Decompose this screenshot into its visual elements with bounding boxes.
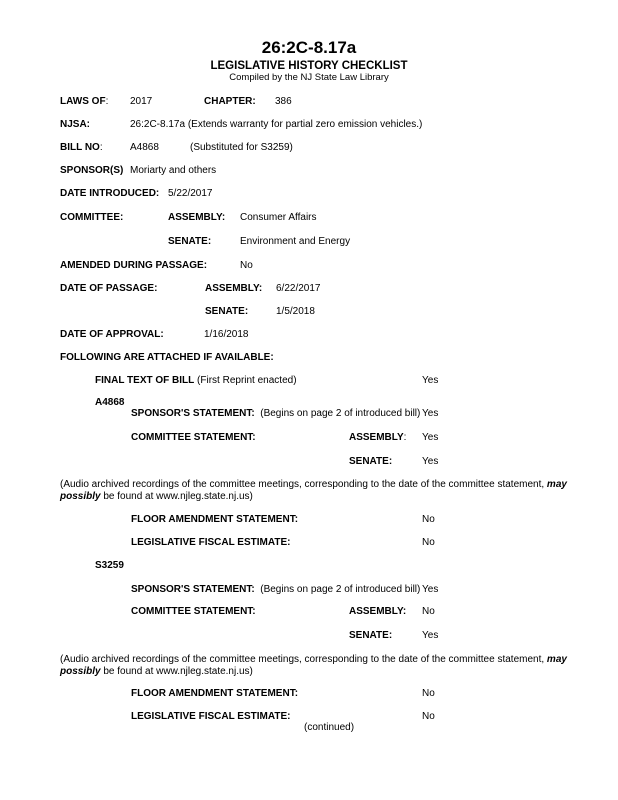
passage-senate-value: 1/5/2018 xyxy=(276,306,315,317)
approval-value: 1/16/2018 xyxy=(204,329,249,340)
njsa-label: NJSA: xyxy=(60,119,91,130)
a4868-heading: A4868 xyxy=(95,397,125,408)
a4868-fiscal-label: LEGISLATIVE FISCAL ESTIMATE: xyxy=(131,537,291,548)
a4868-sponsor-value: Yes xyxy=(422,408,439,419)
committee-senate-label: SENATE: xyxy=(168,236,212,247)
audio-note-2 xyxy=(60,654,605,678)
a4868-fiscal-value: No xyxy=(422,537,435,548)
s3259-sponsor-label: SPONSOR'S STATEMENT: xyxy=(131,584,255,595)
laws-of-label-text: LAWS OF xyxy=(60,96,106,107)
s3259-assembly-value: No xyxy=(422,606,435,617)
final-text-note: (First Reprint enacted) xyxy=(197,375,297,386)
a4868-assembly-value: Yes xyxy=(422,432,439,443)
audio-note-2-emphasis: may possibly xyxy=(60,654,567,677)
date-introduced-label: DATE INTRODUCED: xyxy=(60,188,160,199)
audio-note-1 xyxy=(60,479,605,503)
page-title: 26:2C-8.17a xyxy=(261,38,357,57)
njsa-value: 26:2C-8.17a (Extends warranty for partial zero emission vehicles.) xyxy=(130,119,423,130)
committee-assembly-value: Consumer Affairs xyxy=(240,212,317,223)
chapter-label: CHAPTER: xyxy=(204,96,256,107)
laws-of-value: 2017 xyxy=(130,96,153,107)
s3259-fiscal-value: No xyxy=(422,711,435,722)
a4868-senate-label: SENATE: xyxy=(349,456,393,467)
a4868-assembly-colon: : xyxy=(403,432,407,443)
audio-note-2-after: be found at www.njleg.state.nj.us) xyxy=(100,666,253,677)
sponsors-value: Moriarty and others xyxy=(130,165,217,176)
attached-heading: FOLLOWING ARE ATTACHED IF AVAILABLE: xyxy=(60,352,274,363)
committee-assembly-label: ASSEMBLY: xyxy=(168,212,226,223)
continued-footer: (continued) xyxy=(304,722,355,733)
sponsors-label: SPONSOR(S) xyxy=(60,165,124,176)
a4868-sponsor-row xyxy=(131,408,420,420)
s3259-heading: S3259 xyxy=(95,560,124,571)
s3259-senate-label: SENATE: xyxy=(349,630,393,641)
a4868-sponsor-note: (Begins on page 2 of introduced bill) xyxy=(260,408,421,419)
a4868-floor-label: FLOOR AMENDMENT STATEMENT: xyxy=(131,514,299,525)
bill-no-label-text: BILL NO xyxy=(60,142,100,153)
a4868-assembly-label xyxy=(349,432,406,444)
s3259-sponsor-value: Yes xyxy=(422,584,439,595)
amended-value: No xyxy=(240,260,253,271)
bill-no-label xyxy=(60,142,103,154)
passage-senate-label: SENATE: xyxy=(205,306,249,317)
a4868-committee-label: COMMITTEE STATEMENT: xyxy=(131,432,256,443)
a4868-senate-value: Yes xyxy=(422,456,439,467)
a4868-floor-value: No xyxy=(422,514,435,525)
bill-no-note: (Substituted for S3259) xyxy=(190,142,293,153)
s3259-sponsor-row xyxy=(131,584,420,596)
approval-label: DATE OF APPROVAL: xyxy=(60,329,164,340)
passage-label: DATE OF PASSAGE: xyxy=(60,283,158,294)
date-introduced-value: 5/22/2017 xyxy=(168,188,213,199)
bill-no-colon: : xyxy=(99,142,103,153)
final-text-label: FINAL TEXT OF BILL xyxy=(95,375,195,386)
committee-label: COMMITTEE: xyxy=(60,212,124,223)
committee-senate-value: Environment and Energy xyxy=(240,236,351,247)
s3259-assembly-label: ASSEMBLY: xyxy=(349,606,407,617)
compiled-by: Compiled by the NJ State Law Library xyxy=(229,72,389,83)
passage-assembly-value: 6/22/2017 xyxy=(276,283,321,294)
s3259-committee-label: COMMITTEE STATEMENT: xyxy=(131,606,256,617)
laws-of-label xyxy=(60,96,108,108)
audio-note-2-before: (Audio archived recordings of the committee meetings, corresponding to the date of the committee statement, xyxy=(60,654,547,665)
laws-of-colon: : xyxy=(105,96,109,107)
s3259-fiscal-label: LEGISLATIVE FISCAL ESTIMATE: xyxy=(131,711,291,722)
final-text-row xyxy=(95,375,297,387)
s3259-floor-value: No xyxy=(422,688,435,699)
s3259-floor-label: FLOOR AMENDMENT STATEMENT: xyxy=(131,688,299,699)
s3259-sponsor-note: (Begins on page 2 of introduced bill) xyxy=(260,584,421,595)
bill-no-value: A4868 xyxy=(130,142,159,153)
audio-note-1-after: be found at www.njleg.state.nj.us) xyxy=(100,491,253,502)
checklist-title: LEGISLATIVE HISTORY CHECKLIST xyxy=(210,60,408,72)
a4868-assembly-label-text: ASSEMBLY xyxy=(349,432,404,443)
passage-assembly-label: ASSEMBLY: xyxy=(205,283,263,294)
a4868-sponsor-label: SPONSOR'S STATEMENT: xyxy=(131,408,255,419)
chapter-value: 386 xyxy=(275,96,292,107)
amended-label: AMENDED DURING PASSAGE: xyxy=(60,260,208,271)
audio-note-1-emphasis: may possibly xyxy=(60,479,567,502)
final-text-value: Yes xyxy=(422,375,439,386)
audio-note-1-before: (Audio archived recordings of the committee meetings, corresponding to the date of the committee statement, xyxy=(60,479,547,490)
s3259-senate-value: Yes xyxy=(422,630,439,641)
